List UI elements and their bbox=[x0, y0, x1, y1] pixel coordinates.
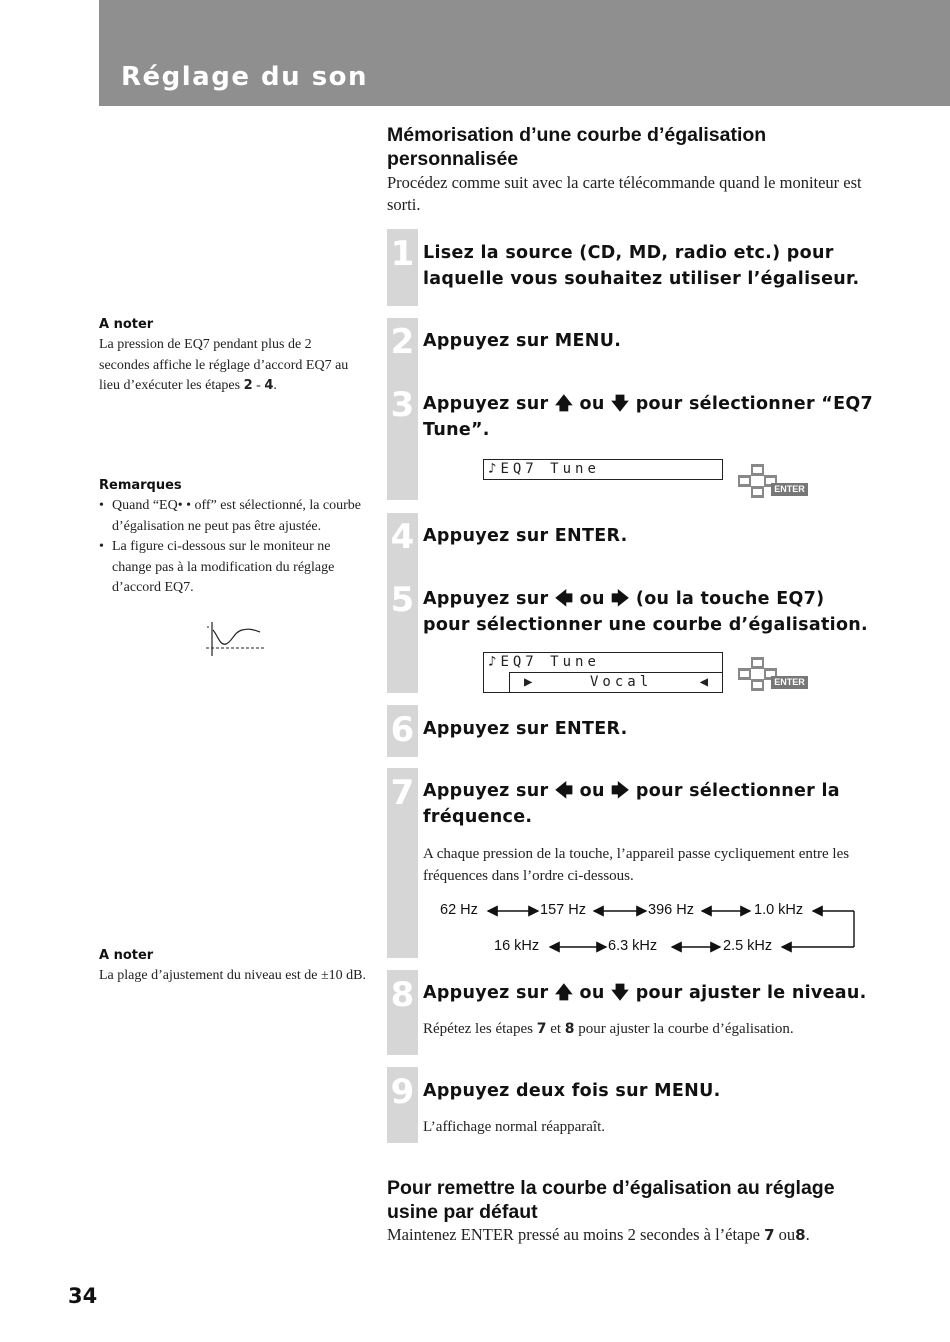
lcd-line: Vocal bbox=[590, 674, 653, 690]
note-text-part: La pression de EQ7 pendant plus de 2 secondes affiche le réglage d’accord EQ7 au lieu d’exécuter les étapes bbox=[99, 337, 349, 393]
remarks-heading: Remarques bbox=[99, 478, 182, 493]
music-note-icon: ♪ bbox=[488, 654, 501, 670]
step-9-sub: L’affichage normal réapparaît. bbox=[423, 1119, 605, 1135]
section-intro: Procédez comme suit avec la carte télécommande quand le moniteur est sorti. bbox=[387, 173, 862, 214]
remote-pad-icon bbox=[738, 657, 810, 693]
step-text-part: Appuyez sur bbox=[423, 983, 549, 1003]
page-number: 34 bbox=[68, 1284, 98, 1308]
section2-text bbox=[387, 1224, 877, 1246]
text-part: . bbox=[805, 1225, 810, 1244]
step-number: 5 bbox=[390, 580, 415, 620]
sub-text-part: pour ajuster la courbe d’égalisation. bbox=[578, 1021, 794, 1037]
remote-pad-icon bbox=[738, 464, 810, 500]
sub-text-part: et bbox=[550, 1021, 562, 1037]
step-3-text bbox=[423, 391, 873, 443]
step-text-part: Appuyez sur bbox=[423, 781, 549, 801]
step-text-part: (ou la touche EQ7) pour sélectionner une courbe d’égalisation. bbox=[423, 589, 868, 635]
step-number: 9 bbox=[390, 1072, 415, 1112]
right-arrow-icon: 🡆 bbox=[611, 781, 630, 801]
step-text-part: ou bbox=[579, 394, 605, 414]
step-ref: 8 bbox=[564, 1021, 575, 1037]
list-item: • La figure ci-dessous sur le moniteur ne change pas à la modification du réglage d’accord EQ7. bbox=[99, 537, 369, 599]
step-number: 7 bbox=[390, 773, 415, 813]
step-number: 1 bbox=[390, 234, 415, 274]
page-title: Réglage du son bbox=[121, 62, 369, 92]
note-heading: A noter bbox=[99, 948, 154, 963]
step-9-text: Appuyez deux fois sur MENU. bbox=[423, 1081, 721, 1101]
freq-label: 16 kHz bbox=[494, 938, 540, 954]
header-band bbox=[99, 0, 950, 106]
step-ref: 7 bbox=[764, 1226, 775, 1244]
note-heading: A noter bbox=[99, 317, 154, 332]
step-8-sub bbox=[423, 1018, 883, 1040]
section-title: Mémorisation d’une courbe d’égalisation personnalisée bbox=[387, 124, 767, 170]
step-number: 2 bbox=[390, 322, 415, 362]
left-arrow-icon: 🡄 bbox=[554, 781, 574, 801]
step-text-part: pour sélectionner “EQ7 Tune”. bbox=[423, 394, 873, 440]
note-text bbox=[99, 335, 361, 397]
step-text-part: Appuyez sur bbox=[423, 394, 549, 414]
freq-label: 62 Hz bbox=[440, 902, 478, 918]
step-2-text: Appuyez sur MENU. bbox=[423, 331, 622, 351]
lcd-line: EQ7 Tune bbox=[500, 654, 600, 670]
lcd-display-vocal bbox=[483, 652, 723, 693]
section-title: Pour remettre la courbe d’égalisation au réglage usine par défaut bbox=[387, 1177, 835, 1223]
eq-curve-icon bbox=[204, 620, 266, 658]
lcd-display-eq7-tune bbox=[483, 459, 723, 480]
freq-label: 157 Hz bbox=[540, 902, 586, 918]
step-1-text: Lisez la source (CD, MD, radio etc.) pour laquelle vous souhaitez utiliser l’égaliseur. bbox=[423, 243, 860, 289]
up-arrow-icon: 🡅 bbox=[554, 983, 574, 1003]
down-arrow-icon: 🡇 bbox=[611, 394, 630, 414]
step-text-part: pour sélectionner la fréquence. bbox=[423, 781, 840, 827]
step-8-text bbox=[423, 980, 873, 1006]
note-text-part: . bbox=[273, 378, 277, 393]
up-arrow-icon: 🡅 bbox=[554, 394, 574, 414]
list-item: • Quand “EQ• • off” est sélectionné, la courbe d’égalisation ne peut pas être ajustée. bbox=[99, 496, 369, 537]
freq-label: 2.5 kHz bbox=[723, 938, 773, 954]
sub-text-part: Répétez les étapes bbox=[423, 1021, 533, 1037]
lcd-line: EQ7 Tune bbox=[500, 461, 600, 477]
step-ref: 2 bbox=[243, 378, 253, 393]
freq-label: 396 Hz bbox=[648, 902, 694, 918]
step-ref: 8 bbox=[795, 1226, 806, 1244]
step-ref: 7 bbox=[536, 1021, 547, 1037]
play-left-icon: ◀ bbox=[699, 674, 712, 690]
text-part: Maintenez ENTER pressé au moins 2 secondes à l’étape bbox=[387, 1225, 760, 1244]
note-text-part: - bbox=[256, 378, 261, 393]
freq-label: 1.0 kHz bbox=[754, 902, 804, 918]
left-arrow-icon: 🡄 bbox=[554, 589, 574, 609]
right-arrow-icon: 🡆 bbox=[611, 589, 630, 609]
note-text: La plage d’ajustement du niveau est de ±10 dB. bbox=[99, 968, 366, 983]
step-text-part: Appuyez sur bbox=[423, 589, 549, 609]
step-number: 6 bbox=[390, 710, 415, 750]
step-4-text: Appuyez sur ENTER. bbox=[423, 526, 628, 546]
step-ref: 4 bbox=[264, 378, 274, 393]
play-right-icon: ▶ bbox=[524, 674, 537, 690]
step-text-part: ou bbox=[579, 781, 605, 801]
enter-key-icon: ENTER bbox=[771, 483, 808, 496]
step-text-part: pour ajuster le niveau. bbox=[635, 983, 867, 1003]
text-part: ou bbox=[778, 1225, 796, 1244]
step-6-text: Appuyez sur ENTER. bbox=[423, 719, 628, 739]
enter-key-icon: ENTER bbox=[771, 676, 808, 689]
step-number: 8 bbox=[390, 975, 415, 1015]
freq-label: 6.3 kHz bbox=[608, 938, 658, 954]
step-number: 4 bbox=[390, 517, 415, 557]
remarks-list bbox=[99, 496, 369, 599]
step-5-text bbox=[423, 586, 873, 638]
step-text-part: ou bbox=[579, 983, 605, 1003]
step-text-part: ou bbox=[579, 589, 605, 609]
music-note-icon: ♪ bbox=[488, 461, 501, 477]
step-number: 3 bbox=[390, 385, 415, 425]
down-arrow-icon: 🡇 bbox=[611, 983, 630, 1003]
step-7-sub: A chaque pression de la touche, l’appareil passe cycliquement entre les fréquences dans l’ordre ci-dessous. bbox=[423, 846, 850, 884]
step-7-text bbox=[423, 778, 873, 830]
